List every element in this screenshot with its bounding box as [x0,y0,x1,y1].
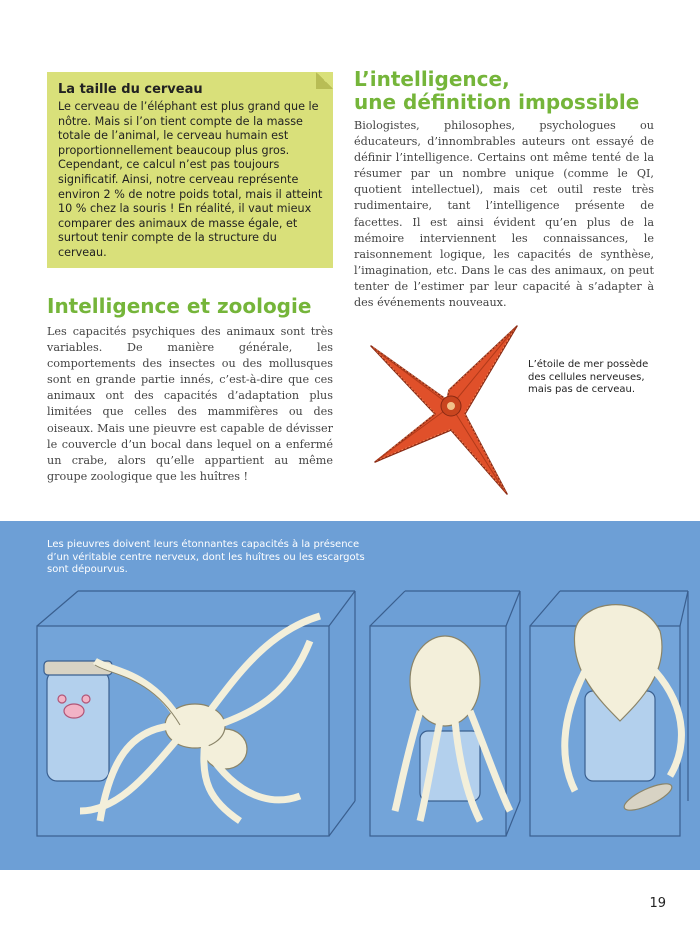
octopus-caption: Les pieuvres doivent leurs étonnantes capacités à la présence d’un véritable centre nerveux, dont les huîtres ou les escargots sont dépourvus. [47,539,365,575]
jar-with-crab [44,661,112,781]
intelligence-heading-line1: L’intelligence, [354,67,510,91]
starfish-body [371,326,517,494]
sidebar-box-text: Le cerveau de l’éléphant est plus grand que le nôtre. Mais si l’on tient compte de la masse totale de l’animal, le cerveau humain est proportionnellement beaucoup plus gros. Cependant, ce calcul n’est pas toujours significatif. Ainsi, notre cerveau représente environ 2 % de notre poids total, mais il atteint 10 % chez la souris ! En réalité, il vaut mieux comparer des animaux de masse égale, et surtout tenir compte de la structure du cerveau. [58,100,323,259]
sidebar-box-title: La taille du cerveau [58,82,203,97]
intelligence-heading [354,68,639,114]
box-folded-corner [316,72,333,89]
page-number: 19 [649,896,666,911]
starfish-illustration [365,318,525,510]
intelligence-text: Biologistes, philosophes, psychologues ou éducateurs, d’innombrables auteurs ont essayé de définir l’intelligence. Certains ont même tenté de la résumer par un nombre unique (comme le QI, quotient intellectuel), mais cet outil reste très rudimentaire, tant l’intelligence présente de facettes. Il est ainsi évident qu’en plus de la mémoire interviennent les connaissances, le raisonnement logique, les capacités de synthèse, l’imagination, etc. Dans le cas des animaux, on peut tenter de l’estimer par leur capacité à s’adapter à des événements nouveaux. [354,119,654,310]
zoologie-heading: Intelligence et zoologie [47,294,312,318]
starfish-caption: L’étoile de mer possède des cellules nerveuses, mais pas de cerveau. [528,359,649,395]
intelligence-heading-line2: une définition impossible [354,90,640,114]
zoologie-text: Les capacités psychiques des animaux sont très variables. De manière générale, les comportements des insectes ou des mollusques sont en grande partie innés, c’est-à-dire que ces animaux ont des capacités d’adaptation plus limitées que celles des mammifères ou des oiseaux. Mais une pieuvre est capable de dévisser le couvercle d’un bocal dans lequel on a enfermé un crabe, alors qu’elle appartient au même groupe zoologique que les huîtres ! [47,325,333,483]
